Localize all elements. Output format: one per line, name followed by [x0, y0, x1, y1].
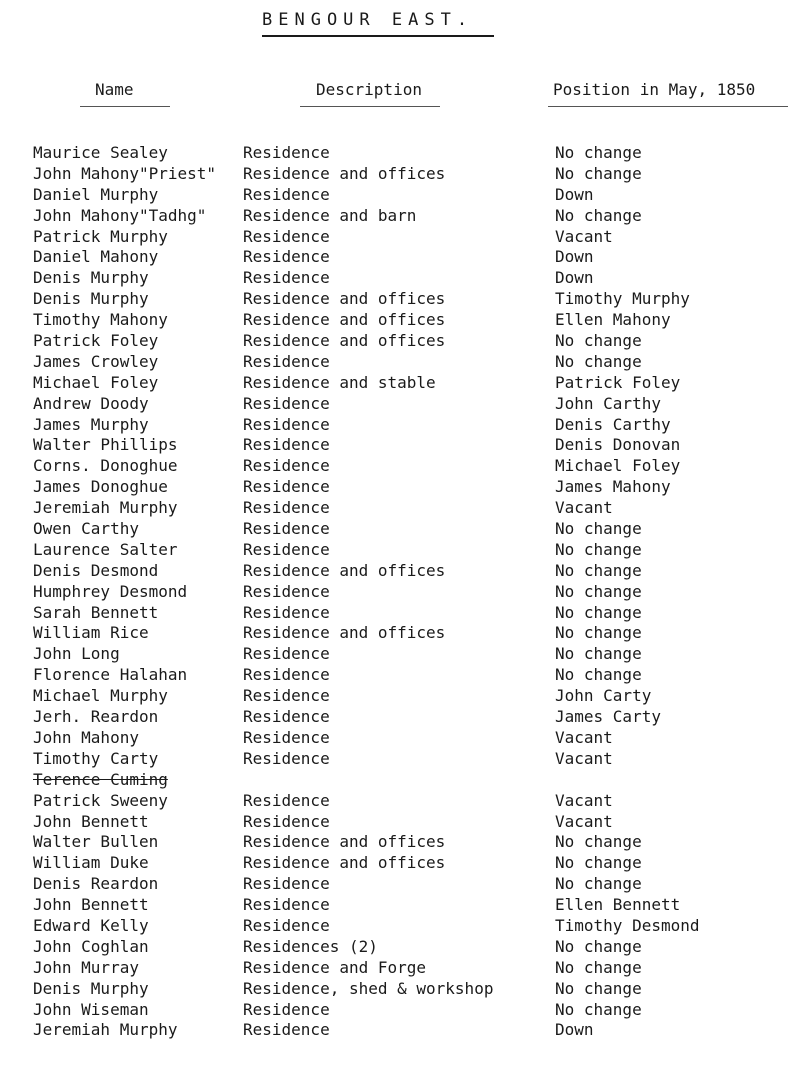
name-cell: John Coghlan: [33, 936, 149, 956]
name-cell: Denis Murphy: [33, 289, 149, 309]
position-cell: No change: [555, 351, 642, 371]
table-row: [0, 498, 800, 519]
name-cell: Corns. Donoghue: [33, 456, 178, 476]
position-cell: Vacant: [555, 811, 613, 831]
column-header-name: Name: [95, 80, 134, 99]
description-cell: Residence and offices: [243, 832, 446, 852]
table-row: [0, 227, 800, 248]
name-cell: Andrew Doody: [33, 393, 149, 413]
header-underline-description: [300, 106, 440, 107]
name-cell: James Donoghue: [33, 477, 168, 497]
table-row: [0, 1000, 800, 1021]
name-cell: Laurence Salter: [33, 539, 178, 559]
description-cell: Residence: [243, 414, 330, 434]
position-cell: No change: [555, 163, 642, 183]
description-cell: Residence: [243, 644, 330, 664]
table-row: [0, 185, 800, 206]
description-cell: Residence, shed & workshop: [243, 978, 494, 998]
position-cell: No change: [555, 936, 642, 956]
name-cell: Florence Halahan: [33, 665, 188, 685]
position-cell: Ellen Bennett: [555, 895, 681, 915]
table-row: [0, 540, 800, 561]
table-row: [0, 394, 800, 415]
description-cell: Residence: [243, 477, 330, 497]
position-cell: Timothy Desmond: [555, 915, 700, 935]
table-row: [0, 812, 800, 833]
description-cell: Residence: [243, 247, 330, 267]
table-row: [0, 582, 800, 603]
table-row: [0, 937, 800, 958]
table-row: [0, 352, 800, 373]
position-cell: Vacant: [555, 790, 613, 810]
table-row: [0, 477, 800, 498]
position-cell: Down: [555, 247, 594, 267]
table-row: [0, 247, 800, 268]
position-cell: Down: [555, 184, 594, 204]
position-cell: No change: [555, 957, 642, 977]
description-cell: Residence: [243, 999, 330, 1019]
description-cell: Residence and offices: [243, 331, 446, 351]
name-cell: Patrick Sweeny: [33, 790, 168, 810]
table-row: [0, 373, 800, 394]
description-cell: Residence and offices: [243, 623, 446, 643]
position-cell: Timothy Murphy: [555, 289, 690, 309]
description-cell: Residence: [243, 519, 330, 539]
description-cell: Residence: [243, 602, 330, 622]
position-cell: No change: [555, 644, 642, 664]
table-row: [0, 644, 800, 665]
description-cell: Residence: [243, 686, 330, 706]
name-cell: Denis Desmond: [33, 560, 159, 580]
position-cell: Down: [555, 1020, 594, 1040]
description-cell: Residence: [243, 895, 330, 915]
description-cell: Residence: [243, 184, 330, 204]
table-row: [0, 665, 800, 686]
table-row: [0, 331, 800, 352]
table-row: [0, 435, 800, 456]
name-cell: Denis Murphy: [33, 978, 149, 998]
position-cell: No change: [555, 143, 642, 162]
name-cell: Denis Murphy: [33, 268, 149, 288]
description-cell: Residence and offices: [243, 289, 446, 309]
name-cell: John Bennett: [33, 895, 149, 915]
table-row: [0, 874, 800, 895]
name-cell: John Murray: [33, 957, 139, 977]
table-row: [0, 853, 800, 874]
description-cell: Residence and offices: [243, 310, 446, 330]
table-row: [0, 707, 800, 728]
name-cell: William Duke: [33, 853, 149, 873]
position-cell: John Carty: [555, 686, 652, 706]
description-cell: Residence: [243, 790, 330, 810]
position-cell: No change: [555, 539, 642, 559]
position-cell: No change: [555, 602, 642, 622]
table-row: [0, 561, 800, 582]
position-cell: No change: [555, 999, 642, 1019]
name-cell: Patrick Murphy: [33, 226, 168, 246]
table-row: [0, 519, 800, 540]
position-cell: Down: [555, 268, 594, 288]
name-cell: Maurice Sealey: [33, 143, 168, 162]
description-cell: Residence: [243, 498, 330, 518]
position-cell: No change: [555, 205, 642, 225]
description-cell: Residence: [243, 393, 330, 413]
description-cell: Residence: [243, 435, 330, 455]
table-row: [0, 728, 800, 749]
description-cell: Residence: [243, 915, 330, 935]
position-cell: Patrick Foley: [555, 372, 681, 392]
position-cell: Vacant: [555, 226, 613, 246]
position-cell: Denis Donovan: [555, 435, 681, 455]
table-row: [0, 623, 800, 644]
name-cell: Daniel Mahony: [33, 247, 159, 267]
description-cell: Residence: [243, 707, 330, 727]
name-cell: Denis Reardon: [33, 874, 159, 894]
name-cell: Walter Bullen: [33, 832, 159, 852]
name-cell: Owen Carthy: [33, 519, 139, 539]
position-cell: Vacant: [555, 748, 613, 768]
name-cell: John Bennett: [33, 811, 149, 831]
position-cell: Vacant: [555, 727, 613, 747]
table-row: [0, 895, 800, 916]
table-row: [0, 916, 800, 937]
description-cell: Residence: [243, 748, 330, 768]
title-underline: [262, 35, 494, 37]
column-header-position: Position in May, 1850: [553, 80, 756, 99]
position-cell: James Mahony: [555, 477, 671, 497]
description-cell: Residence: [243, 456, 330, 476]
name-cell: Edward Kelly: [33, 915, 149, 935]
table-row: [0, 832, 800, 853]
name-cell: Jeremiah Murphy: [33, 498, 178, 518]
description-cell: Residence and offices: [243, 853, 446, 873]
name-cell: John Mahony"Priest": [33, 163, 217, 183]
struck-name-cell: Terence Cuming: [33, 769, 168, 789]
position-cell: Michael Foley: [555, 456, 681, 476]
description-cell: Residence: [243, 581, 330, 601]
table-row: [0, 310, 800, 331]
table-row: [0, 456, 800, 477]
table-row: [0, 289, 800, 310]
name-cell: Walter Phillips: [33, 435, 178, 455]
table-row: [0, 206, 800, 227]
name-cell: Daniel Murphy: [33, 184, 159, 204]
description-cell: Residence: [243, 1020, 330, 1040]
position-cell: No change: [555, 519, 642, 539]
description-cell: Residence and offices: [243, 560, 446, 580]
column-header-description: Description: [316, 80, 422, 99]
position-cell: No change: [555, 581, 642, 601]
position-cell: No change: [555, 978, 642, 998]
position-cell: No change: [555, 874, 642, 894]
description-cell: Residence and stable: [243, 372, 436, 392]
description-cell: Residence: [243, 874, 330, 894]
description-cell: Residence: [243, 268, 330, 288]
position-cell: James Carty: [555, 707, 661, 727]
description-cell: Residence: [243, 811, 330, 831]
name-cell: Patrick Foley: [33, 331, 159, 351]
name-cell: John Long: [33, 644, 120, 664]
name-cell: John Mahony"Tadhg": [33, 205, 207, 225]
description-cell: Residence and Forge: [243, 957, 427, 977]
position-cell: Vacant: [555, 498, 613, 518]
description-cell: Residence: [243, 539, 330, 559]
position-cell: No change: [555, 832, 642, 852]
name-cell: Jeremiah Murphy: [33, 1020, 178, 1040]
description-cell: Residence: [243, 351, 330, 371]
table-row: [0, 164, 800, 185]
name-cell: Michael Foley: [33, 372, 159, 392]
name-cell: Humphrey Desmond: [33, 581, 188, 601]
description-cell: Residence and offices: [243, 163, 446, 183]
name-cell: Timothy Carty: [33, 748, 159, 768]
position-cell: John Carthy: [555, 393, 661, 413]
position-cell: No change: [555, 331, 642, 351]
table-row: [0, 979, 800, 1000]
position-cell: No change: [555, 623, 642, 643]
description-cell: Residence and barn: [243, 205, 417, 225]
name-cell: Michael Murphy: [33, 686, 168, 706]
position-cell: No change: [555, 665, 642, 685]
document-title: BENGOUR EAST.: [262, 10, 474, 30]
description-cell: Residence: [243, 143, 330, 162]
name-cell: Sarah Bennett: [33, 602, 159, 622]
table-row: [0, 749, 800, 770]
name-cell: James Murphy: [33, 414, 149, 434]
table-row: [0, 268, 800, 289]
name-cell: James Crowley: [33, 351, 159, 371]
name-cell: John Wiseman: [33, 999, 149, 1019]
table-row: [0, 686, 800, 707]
position-cell: Ellen Mahony: [555, 310, 671, 330]
position-cell: No change: [555, 853, 642, 873]
name-cell: John Mahony: [33, 727, 139, 747]
table-row: [0, 143, 800, 164]
table-row: [0, 791, 800, 812]
position-cell: No change: [555, 560, 642, 580]
name-cell: Timothy Mahony: [33, 310, 168, 330]
description-cell: Residence: [243, 665, 330, 685]
header-underline-name: [80, 106, 170, 107]
table-row: [0, 603, 800, 624]
description-cell: Residence: [243, 727, 330, 747]
name-cell: Jerh. Reardon: [33, 707, 159, 727]
name-cell: William Rice: [33, 623, 149, 643]
table-row: [0, 770, 800, 791]
position-cell: Denis Carthy: [555, 414, 671, 434]
table-row: [0, 958, 800, 979]
entries-list: [0, 143, 800, 1041]
header-underline-position: [548, 106, 788, 107]
description-cell: Residences (2): [243, 936, 378, 956]
description-cell: Residence: [243, 226, 330, 246]
table-row: [0, 415, 800, 436]
table-row: [0, 1020, 800, 1041]
